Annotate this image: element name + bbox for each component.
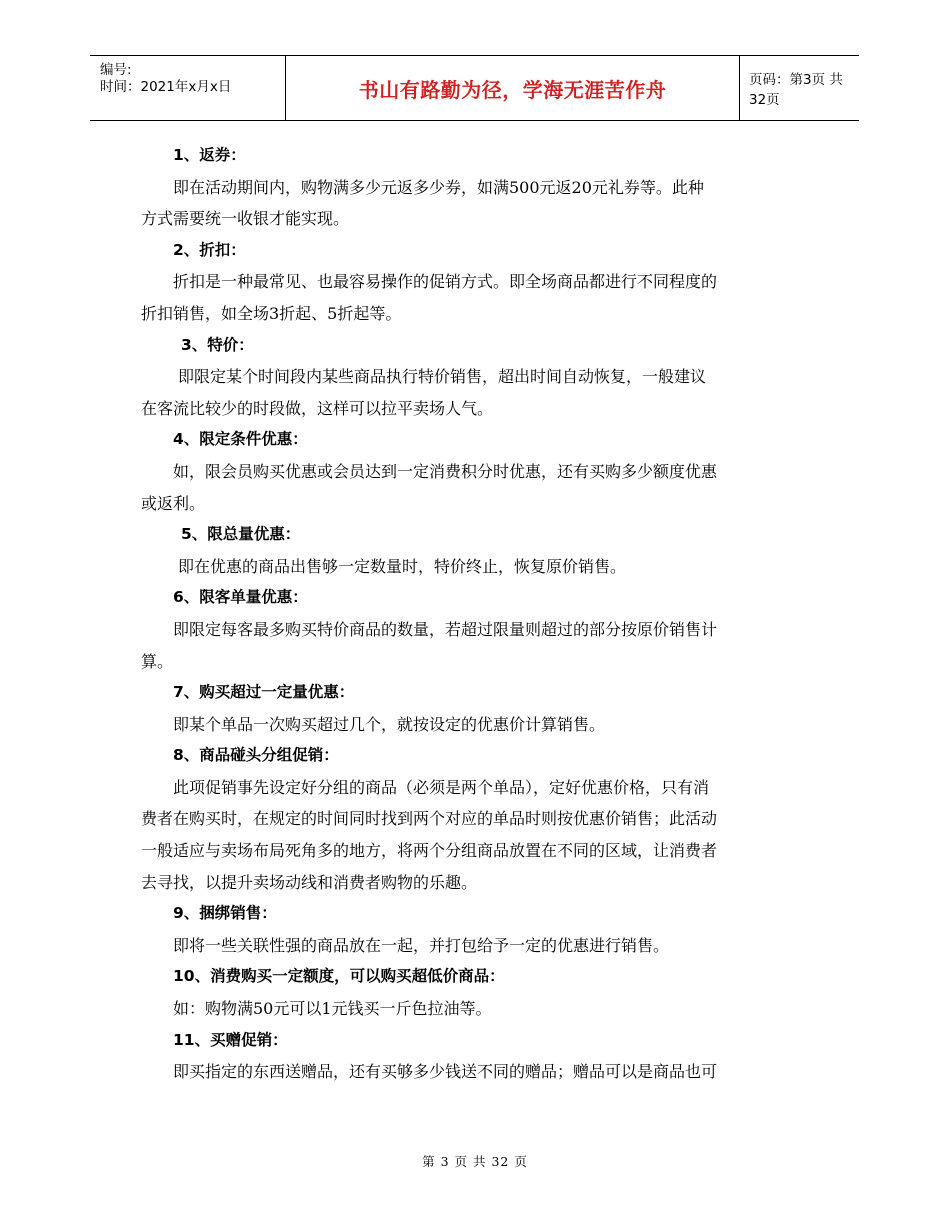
section-heading: 3、特价： xyxy=(181,335,254,354)
document-body xyxy=(141,140,811,1088)
paragraph-line: 或返利。 xyxy=(141,493,206,513)
paragraph-line: 如：购物满50元可以1元钱买一斤色拉油等。 xyxy=(173,999,492,1019)
paragraph-line: 即限定每客最多购买特价商品的数量，若超过限量则超过的部分按原价销售计 xyxy=(173,619,718,639)
header-page-info: 页码：第3页 共32页 xyxy=(749,72,843,108)
header-motto: 书山有路勤为径，学海无涯苦作舟 xyxy=(286,56,740,120)
section-heading: 7、购买超过一定量优惠： xyxy=(173,683,355,702)
section-heading: 9、捆绑销售： xyxy=(173,904,277,923)
paragraph-line: 去寻找，以提升卖场动线和消费者购物的乐趣。 xyxy=(141,872,478,892)
paragraph-line: 此项促销事先设定好分组的商品（必须是两个单品），定好优惠价格，只有消 xyxy=(173,777,710,797)
page-footer: 第 3 页 共 32 页 xyxy=(422,1154,528,1169)
paragraph-line: 算。 xyxy=(141,651,174,671)
section-heading: 1、返券： xyxy=(173,146,246,164)
paragraph-line: 如，限会员购买优惠或会员达到一定消费积分时优惠，还有买购多少额度优惠 xyxy=(173,461,718,481)
time-label: 时间：2021年x月x日 xyxy=(100,79,232,95)
page-header xyxy=(90,55,859,121)
paragraph-line: 即将一些关联性强的商品放在一起，并打包给予一定的优惠进行销售。 xyxy=(173,935,670,955)
paragraph-line: 即在优惠的商品出售够一定数量时，特价终止，恢复原价销售。 xyxy=(178,556,627,576)
section-heading: 2、折扣： xyxy=(173,240,246,259)
section-heading: 11、买赠促销： xyxy=(173,1030,288,1049)
header-left-cell xyxy=(90,56,286,120)
paragraph-line: 折扣是一种最常见、也最容易操作的促销方式。即全场商品都进行不同程度的 xyxy=(173,272,718,292)
section-heading: 8、商品碰头分组促销： xyxy=(173,746,339,765)
paragraph-line: 即某个单品一次购买超过几个，就按设定的优惠价计算销售。 xyxy=(173,714,606,734)
paragraph-line: 即买指定的东西送赠品，还有买够多少钱送不同的赠品；赠品可以是商品也可 xyxy=(173,1062,718,1082)
section-heading: 10、消费购买一定额度，可以购买超低价商品： xyxy=(173,967,505,986)
section-heading: 4、限定条件优惠： xyxy=(173,430,308,449)
section-heading: 5、限总量优惠： xyxy=(181,525,301,544)
paragraph-line: 在客流比较少的时段做，这样可以拉平卖场人气。 xyxy=(141,398,494,418)
paragraph-line: 费者在购买时，在规定的时间同时找到两个对应的单品时则按优惠价销售；此活动 xyxy=(141,809,718,829)
section-heading: 6、限客单量优惠： xyxy=(173,588,308,607)
paragraph-line: 一般适应与卖场布局死角多的地方，将两个分组商品放置在不同的区域，让消费者 xyxy=(141,841,718,861)
paragraph-line: 折扣销售，如全场3折起、5折起等。 xyxy=(141,303,402,323)
number-label: 编号: xyxy=(100,62,132,78)
paragraph-line: 方式需要统一收银才能实现。 xyxy=(141,209,350,229)
paragraph-line: 即限定某个时间段内某些商品执行特价销售，超出时间自动恢复，一般建议 xyxy=(178,367,707,387)
paragraph-line: 即在活动期间内，购物满多少元返多少券，如满500元返20元礼券等。此种 xyxy=(173,177,704,197)
